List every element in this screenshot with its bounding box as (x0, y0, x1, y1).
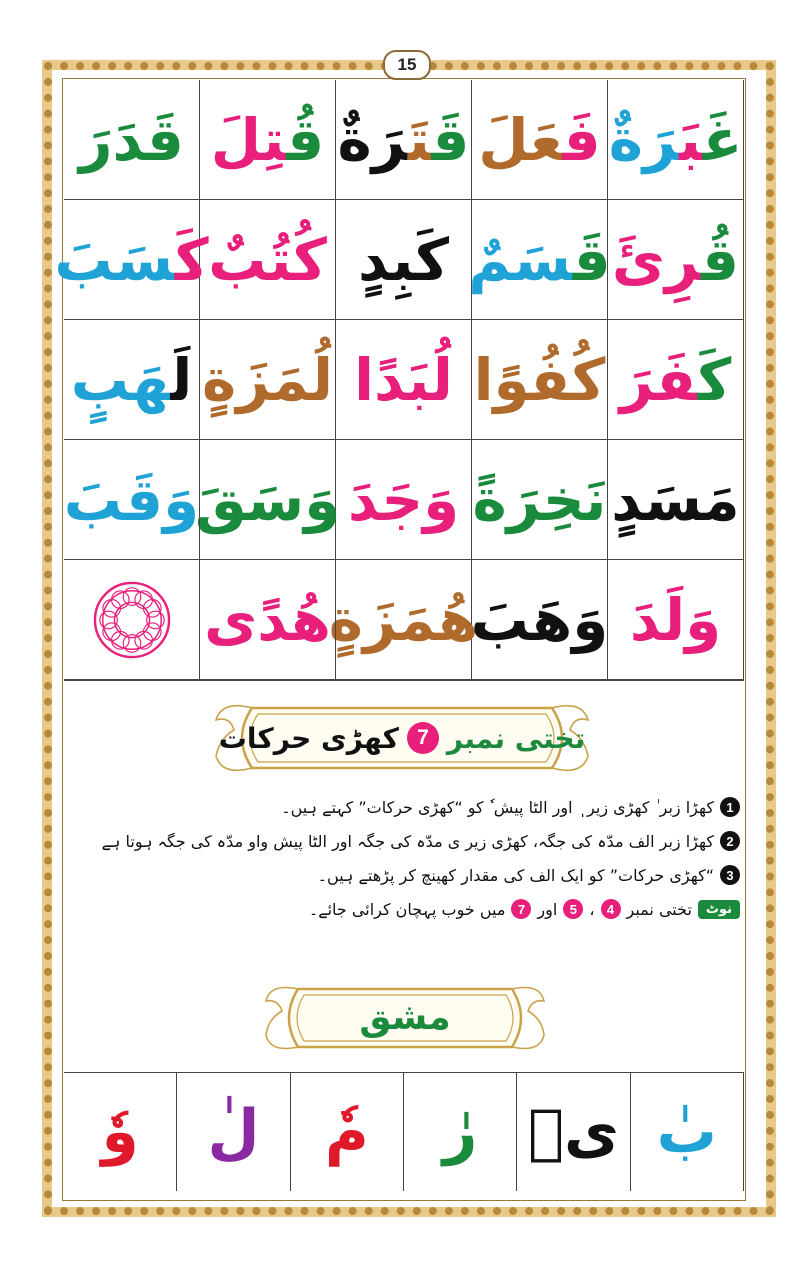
note-number: 7 (511, 899, 531, 919)
arabic-word (195, 466, 340, 534)
word-part: غَ (702, 105, 743, 174)
arabic-word (64, 466, 199, 534)
practice-letter: لٰ (177, 1073, 290, 1191)
arabic-word (611, 466, 739, 534)
note-prefix: تختی نمبر (626, 899, 692, 919)
arabic-word (620, 346, 732, 414)
arabic-word (471, 586, 609, 654)
word-part: بَ (679, 105, 703, 174)
word-part: رَةٌ (608, 105, 680, 174)
word-cell (200, 560, 336, 680)
rule-bullet: 1 (720, 797, 740, 817)
rule-text: کھڑا زبر الف مدّہ کی جگہ، کھڑی زیر ی مدّہ کی جگہ اور الٹا پیش واو مدّہ کی جگہ ہوتا ہے (101, 831, 714, 851)
note-line (72, 892, 740, 926)
rule-text: “کھڑی حرکات” کو ایک الف کی مقدار کھینچ کر پڑھتے ہیں۔ (317, 865, 714, 885)
takhti-label: تختی نمبر (446, 721, 586, 755)
word-cell (472, 560, 608, 680)
lesson-number-badge: 7 (407, 722, 439, 754)
practice-banner (262, 975, 548, 1061)
arabic-word (358, 226, 449, 294)
word-cell (608, 80, 744, 200)
rule-text: کھڑا زبر ٰ کھڑی زیر ٖ اور الٹا پیش ٗ کو “کھڑی حرکات” کہتے ہیں۔ (281, 797, 714, 817)
arabic-word (609, 106, 743, 174)
rule-item (72, 824, 740, 858)
word-part: دَرَ (79, 105, 146, 174)
word-part: كَ (697, 345, 732, 414)
word-part: سَمٌ (468, 225, 573, 294)
lesson-title-banner (212, 690, 592, 786)
word-cell (608, 200, 744, 320)
word-grid (54, 80, 744, 681)
word-part: وَجَدَ (347, 465, 460, 534)
note-suffix: میں خوب پہچان کرائی جائے۔ (308, 899, 506, 919)
word-part: قَ (572, 225, 611, 294)
rosette-cell (64, 560, 200, 680)
arabic-word (474, 346, 606, 414)
practice-letter: رٰ (404, 1073, 517, 1191)
lesson-heading: کھڑی حرکات (218, 721, 399, 755)
word-cell (54, 200, 209, 320)
lesson-title (212, 708, 592, 768)
word-part: كُتُبٌ (208, 225, 327, 294)
word-part: تِلَ (210, 105, 287, 174)
word-part: رِئَ (611, 225, 702, 294)
arabic-word (71, 346, 192, 414)
word-part: كَ (174, 225, 209, 294)
word-cell (336, 200, 472, 320)
word-part: وَهَبَ (470, 585, 609, 654)
word-cell (200, 320, 336, 440)
word-part: كَبِدٍ (358, 225, 449, 294)
practice-letter: بٰ (631, 1073, 744, 1191)
note-number: 4 (601, 899, 621, 919)
note-number: 5 (563, 899, 583, 919)
arabic-word (630, 586, 721, 654)
arabic-word (338, 106, 470, 174)
arabic-word (473, 466, 607, 534)
page-number: 15 (383, 50, 431, 80)
word-part: قُ (286, 105, 325, 174)
word-cell (336, 320, 472, 440)
word-cell (328, 560, 479, 680)
word-cell (336, 440, 472, 560)
word-part: هُدًى (204, 585, 331, 654)
word-cell (472, 440, 608, 560)
word-part: مَسَدٍ (611, 465, 740, 534)
word-cell (608, 320, 744, 440)
word-part: هُمَزَةٍ (328, 585, 479, 654)
word-part: رَةٌ (337, 105, 408, 174)
word-part: لَ (170, 345, 193, 414)
arabic-word (354, 346, 453, 414)
rules-list (72, 790, 740, 926)
word-cell (64, 440, 200, 560)
word-part: نَخِرَةً (472, 465, 607, 534)
arabic-word (208, 226, 327, 294)
word-cell (64, 80, 200, 200)
practice-title: مشق (359, 996, 451, 1038)
word-cell (200, 80, 336, 200)
word-cell (64, 320, 200, 440)
practice-letter: یٖ (517, 1073, 630, 1191)
word-part: فَ (562, 105, 601, 174)
rule-item (72, 858, 740, 892)
rosette-icon (93, 581, 171, 659)
arabic-word (468, 226, 611, 294)
arabic-word (204, 586, 331, 654)
word-part: عَلَ (478, 105, 563, 174)
arabic-word (329, 586, 478, 654)
word-part: لُبَدًا (354, 345, 453, 414)
word-part: هَبٍ (70, 345, 171, 414)
word-part: وَسَقَ (194, 465, 341, 534)
note-separator: اور (537, 899, 558, 919)
word-cell (472, 320, 608, 440)
rule-bullet: 2 (720, 831, 740, 851)
word-cell (608, 560, 744, 680)
arabic-word (54, 226, 208, 294)
practice-letter: مٗ (291, 1073, 404, 1191)
word-part: قُ (701, 225, 740, 294)
arabic-word (612, 226, 739, 294)
rule-bullet: 3 (720, 865, 740, 885)
note-badge: نوٹ (698, 900, 740, 919)
arabic-word (202, 346, 333, 414)
arabic-word (348, 466, 459, 534)
practice-letter: وٗ (64, 1073, 177, 1191)
word-part: كُفُوًا (473, 345, 606, 414)
practice-letters-row (64, 1072, 744, 1191)
word-cell (336, 80, 472, 200)
word-part: تَ (407, 105, 432, 174)
arabic-word (79, 106, 184, 174)
word-cell (200, 200, 336, 320)
word-part: وَقَبَ (63, 465, 200, 534)
word-part: لُمَزَةٍ (202, 345, 333, 414)
word-part: سَبَ (54, 225, 175, 294)
arabic-word (211, 106, 324, 174)
word-cell (472, 80, 608, 200)
word-cell (194, 440, 341, 560)
word-part: فَرَ (619, 345, 698, 414)
word-cell (608, 440, 744, 560)
word-part: قَ (145, 105, 184, 174)
word-part: قَ (431, 105, 470, 174)
rule-item (72, 790, 740, 824)
word-part: وَلَدَ (629, 585, 722, 654)
note-separator: ، (589, 899, 595, 919)
arabic-word (478, 106, 601, 174)
word-cell (468, 200, 611, 320)
